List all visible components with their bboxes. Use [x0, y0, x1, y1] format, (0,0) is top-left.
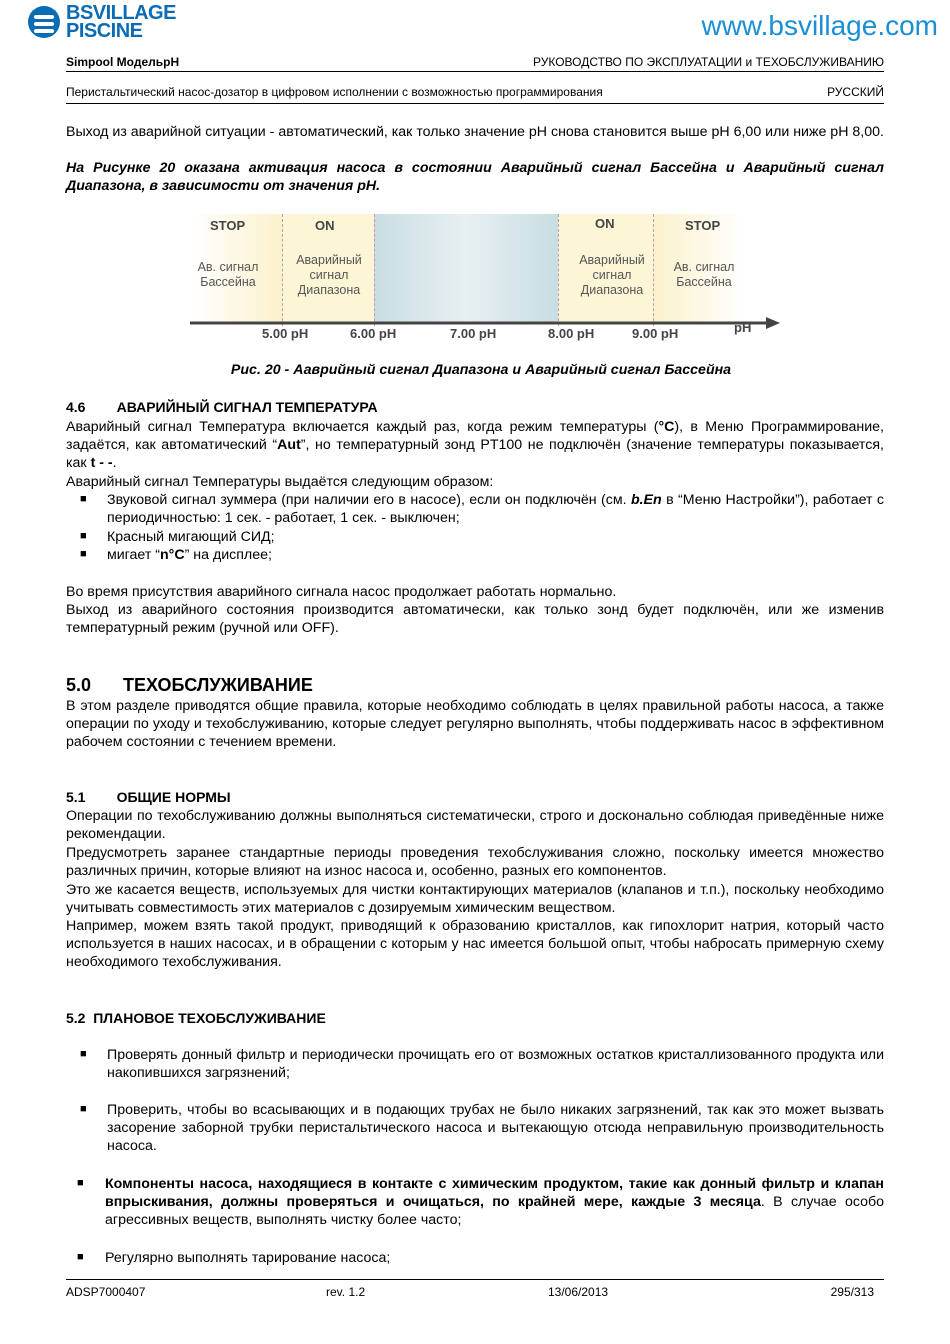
bullet-icon: ■: [80, 548, 87, 560]
bullet-icon: ■: [80, 1103, 87, 1115]
section-4-6-paragraph-3: Во время присутствия аварийного сигнала насос продолжает работать нормально.: [66, 584, 617, 600]
zone-state-label: STOP: [210, 218, 246, 233]
boundary-line: [558, 214, 559, 326]
manual-title: РУКОВОДСТВО ПО ЭКСПЛУАТАЦИИ и ТЕХОБСЛУЖИВАНИЮ: [533, 55, 884, 69]
axis-label: pH: [734, 320, 752, 335]
zone-state-label: ON: [595, 216, 615, 231]
list-item: Компоненты насоса, находящиеся в контакте с химическим продуктом, такие как донный фильтр и клапан впрыскивания, должны проверяться и очищаться, по крайней мере, каждые 3 месяца. В случае особо агрессивных веществ, выполнять чистку более часто;: [105, 1176, 884, 1229]
section-4-6-paragraph-4: Выход из аварийного состояния производится автоматически, как только зонд будет подключён, или же изменив температурный режим (ручной или OFF).: [66, 602, 884, 637]
zone-description: Аварийный сигнал Диапазона: [296, 253, 362, 297]
document-subtitle: Перистальтический насос-дозатор в цифровом исполнении с возможностью программирования: [66, 85, 603, 99]
header-rule: [66, 71, 884, 72]
section-4-6-paragraph-1: Аварийный сигнал Температура включается каждый раз, когда режим температуры (°C), в Меню Программирование, задаётся, как автоматический “Aut”, но температурный зонд PT100 не подключён (значение температуры показывается, как t - -.: [66, 419, 884, 472]
bullet-icon: ■: [77, 1177, 84, 1189]
footer-rule: [66, 1279, 884, 1280]
list-item: Проверять донный фильтр и периодически прочищать его от возможных остатков кристаллизованного продукта или накопившихся загрязнений;: [107, 1047, 884, 1082]
section-5-0-number: 5.0: [66, 675, 92, 695]
language-label: РУССКИЙ: [827, 85, 884, 99]
zone-description: Ав. сигнал Бассейна: [673, 260, 735, 289]
list-item: Регулярно выполнять тарирование насоса;: [105, 1250, 391, 1266]
revision: rev. 1.2: [326, 1285, 366, 1299]
section-4-6-paragraph-2: Аварийный сигнал Температуры выдаётся следующим образом:: [66, 474, 494, 490]
axis-tick-label: 5.00 pH: [262, 326, 309, 341]
bullet-icon: ■: [80, 530, 87, 542]
section-4-6-title: 4.6 АВАРИЙНЫЙ СИГНАЛ ТЕМПЕРАТУРА: [66, 399, 378, 415]
zone-description: Ав. сигнал Бассейна: [197, 260, 259, 289]
list-item: Красный мигающий СИД;: [107, 529, 275, 545]
bullet-icon: ■: [80, 493, 87, 505]
zone-description: Аварийный сигнал Диапазона: [579, 253, 645, 297]
list-item: мигает “n°C” на дисплее;: [107, 547, 272, 563]
website-url[interactable]: www.bsvillage.com: [701, 10, 938, 41]
bullet-icon: ■: [80, 1048, 87, 1060]
section-5-0-title: ТЕХОБСЛУЖИВАНИЕ: [123, 675, 313, 695]
subheader-rule: [66, 103, 884, 104]
section-5-1-paragraph-4: Например, можем взять такой продукт, приводящий к образованию кристаллов, как гипохлорит натрия, который часто используется в наших насосах, и в обращении с которым у нас имеется большой опыт, чтобы набросать примерную схему необходимого техобслуживания.: [66, 918, 884, 971]
axis-tick-label: 8.00 pH: [548, 326, 595, 341]
zone-state-label: STOP: [685, 218, 721, 233]
zone-state-label: ON: [315, 218, 335, 233]
logo-text-line2: PISCINE: [66, 20, 143, 42]
date: 13/06/2013: [548, 1285, 609, 1299]
axis-tick-label: 6.00 pH: [350, 326, 397, 341]
axis-tick-label: 9.00 pH: [632, 326, 679, 341]
logo-text-line1: BSVILLAGE: [66, 2, 176, 24]
document-code: ADSP7000407: [66, 1285, 146, 1299]
ph-alarm-diagram: [190, 208, 780, 348]
brand-logo: [28, 2, 208, 42]
section-5-1-paragraph-3: Это же касается веществ, используемых для чистки контактирующих материалов (клапанов и т.п.), поскольку необходимо учитывать совместимость этих материалов с дозируемым химическим веществом.: [66, 882, 884, 917]
model-name: Simpool МодельpH: [66, 55, 180, 69]
section-5-0-paragraph: В этом разделе приводятся общие правила, которые необходимо соблюдать в целях правильной работы насоса, а также операции по уходу и техобслуживанию, которые следует регулярно выполнять, чтобы поддерживать насос в эффективном рабочем состоянии с течением времени.: [66, 698, 884, 751]
figure-caption: Рис. 20 - Ааврийный сигнал Диапазона и Аварийный сигнал Бассейна: [230, 362, 732, 378]
section-5-1-paragraph-1: Операции по техобслуживанию должны выполняться систематически, строго и досконально соблюдая приведённые ниже рекомендации.: [66, 808, 884, 843]
section-5-2-title: 5.2 ПЛАНОВОЕ ТЕХОБСЛУЖИВАНИЕ: [66, 1010, 326, 1026]
list-item: Звуковой сигнал зуммера (при наличии его в насосе), если он подключён (см. b.En в “Меню Настройки”), работает с периодичностью: 1 сек. - работает, 1 сек. - выключен;: [107, 492, 884, 527]
list-item: Проверить, чтобы во всасывающих и в подающих трубах не было никаких загрязнений, так как это может вызвать засорение заборной трубки перистальтического насоса и вытекающую отсюда неправильную производительность насоса.: [107, 1102, 884, 1155]
boundary-line: [374, 214, 375, 326]
figure-reference-paragraph: На Рисунке 20 оказана активация насоса в состоянии Аварийный сигнал Бассейна и Аварийный сигнал Диапазона, в зависимости от значения pH.: [66, 160, 884, 195]
bullet-icon: ■: [77, 1251, 84, 1263]
section-5-1-paragraph-2: Предусмотреть заранее стандартные периоды проведения техобслуживания сложно, поскольку имеется множество различных причин, которые влияют на износ насоса и, особенно, разных его компонентов.: [66, 845, 884, 880]
page-number: 295/313: [830, 1285, 874, 1299]
boundary-line: [282, 214, 283, 326]
axis-tick-label: 7.00 pH: [450, 326, 497, 341]
logo-icon: [28, 6, 60, 38]
intro-paragraph: Выход из аварийной ситуации - автоматический, как только значение pH снова становится выше pH 6,00 или ниже pH 8,00.: [66, 124, 884, 140]
zone-normal: [374, 214, 558, 322]
axis-arrow-icon: [766, 317, 780, 329]
section-5-1-title: 5.1 ОБЩИЕ НОРМЫ: [66, 789, 231, 805]
